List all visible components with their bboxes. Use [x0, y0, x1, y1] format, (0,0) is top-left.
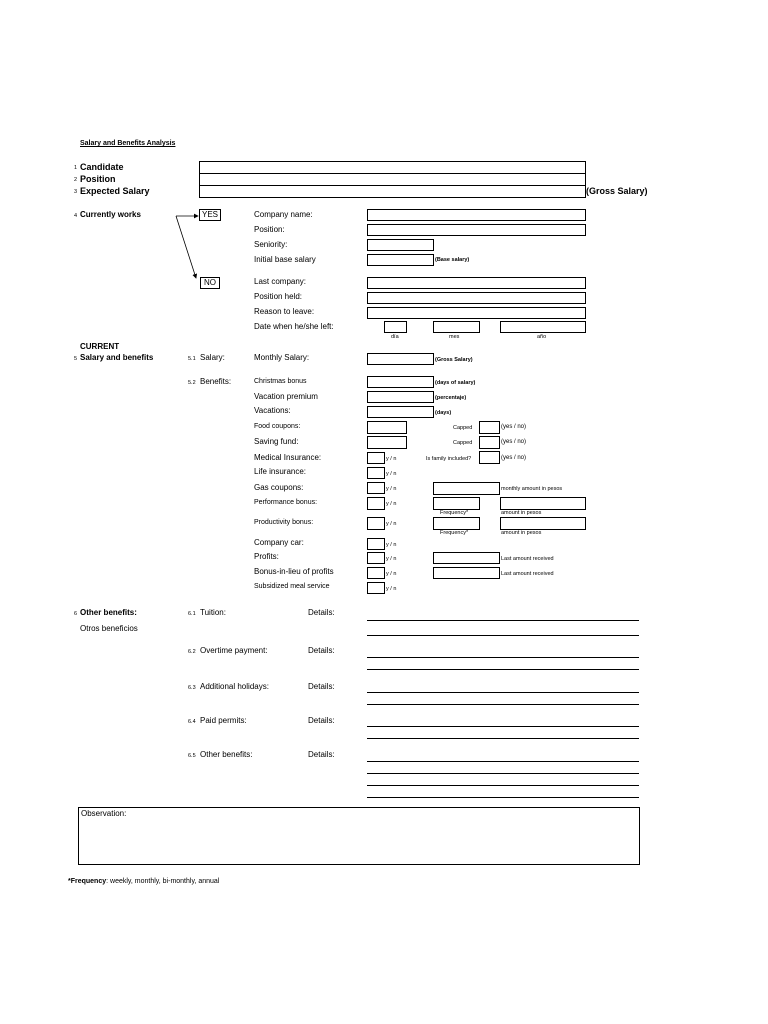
food-coupons-label: Food coupons:: [254, 423, 301, 430]
candidate-label: Candidate: [80, 162, 124, 172]
field-number: 5.1: [188, 356, 196, 362]
permits-details-line[interactable]: [367, 726, 639, 727]
holidays-details-line[interactable]: [367, 692, 639, 693]
yes-option[interactable]: YES: [199, 209, 221, 221]
field-number: 6: [74, 611, 78, 617]
footnote: [68, 878, 219, 885]
yn-note: y / n: [386, 586, 397, 592]
position-label: Position: [80, 174, 116, 184]
field-number: 6.2: [188, 649, 196, 655]
monthly-salary-input[interactable]: [367, 353, 434, 365]
yn-note: y / n: [386, 486, 397, 492]
paid-permits-label: Paid permits:: [200, 716, 247, 725]
vacation-premium-label: Vacation premium: [254, 392, 318, 401]
field-number: 5.2: [188, 380, 196, 386]
page-title: Salary and Benefits Analysis: [80, 140, 176, 147]
christmas-bonus-label: Christmas bonus: [254, 378, 307, 385]
food-coupons-input[interactable]: [367, 421, 407, 434]
productivity-bonus-input[interactable]: [367, 517, 385, 530]
productivity-frequency-input[interactable]: [433, 517, 480, 530]
field-number: 6.5: [188, 753, 196, 759]
field-number: 3: [74, 189, 78, 195]
date-day-input[interactable]: [384, 321, 407, 333]
other-benefits-item-label: Other benefits:: [200, 750, 253, 759]
yn-note: y / n: [386, 471, 397, 477]
tuition-details-line[interactable]: [367, 635, 639, 636]
yes-no-note: (yes / no): [501, 439, 527, 445]
details-label: Details:: [308, 750, 335, 759]
date-left-label: Date when he/she left:: [254, 322, 334, 331]
vacation-premium-input[interactable]: [367, 391, 434, 403]
monthly-salary-label: Monthly Salary:: [254, 353, 310, 362]
christmas-bonus-input[interactable]: [367, 376, 434, 388]
life-insurance-label: Life insurance:: [254, 467, 307, 476]
overtime-label: Overtime payment:: [200, 646, 268, 655]
food-capped-input[interactable]: [479, 421, 500, 434]
base-salary-note: (Base salary): [435, 257, 470, 263]
family-included-label: Is family included?: [426, 456, 472, 462]
details-label: Details:: [308, 682, 335, 691]
company-name-label: Company name:: [254, 210, 313, 219]
yn-note: y / n: [386, 521, 397, 527]
seniority-label: Seniority:: [254, 240, 288, 249]
gross-salary-note-2: (Gross Salary): [435, 357, 473, 363]
observation-box[interactable]: [78, 807, 640, 865]
observation-label: Observation:: [81, 809, 127, 818]
seniority-input[interactable]: [367, 239, 434, 251]
gas-coupons-input[interactable]: [367, 482, 385, 494]
vacations-label: Vacations:: [254, 406, 291, 415]
month-caption: mes: [449, 334, 460, 340]
details-label: Details:: [308, 608, 335, 617]
field-number: 4: [74, 213, 78, 219]
subsidized-meal-input[interactable]: [367, 582, 385, 594]
date-month-input[interactable]: [433, 321, 480, 333]
yn-note: y / n: [386, 571, 397, 577]
gas-amount-input[interactable]: [433, 482, 500, 495]
life-insurance-input[interactable]: [367, 467, 385, 479]
last-amount-note: Last amount received: [501, 556, 554, 562]
last-company-label: Last company:: [254, 277, 307, 286]
bonus-in-lieu-input[interactable]: [367, 567, 385, 579]
no-option[interactable]: NO: [200, 277, 220, 289]
holidays-details-line[interactable]: [367, 704, 639, 705]
yn-note: y / n: [386, 456, 397, 462]
details-label: Details:: [308, 646, 335, 655]
other-details-line[interactable]: [367, 785, 639, 786]
other-details-line[interactable]: [367, 797, 639, 798]
overtime-details-line[interactable]: [367, 657, 639, 658]
reason-to-leave-input[interactable]: [367, 307, 586, 319]
yn-note: y / n: [386, 556, 397, 562]
field-number: 1: [74, 165, 78, 171]
reason-to-leave-label: Reason to leave:: [254, 307, 315, 316]
salary-benefits-label: Salary and benefits: [80, 353, 154, 362]
day-caption: día: [391, 334, 399, 340]
permits-details-line[interactable]: [367, 738, 639, 739]
frequency-caption: Frequency*: [440, 530, 469, 536]
productivity-amount-input[interactable]: [500, 517, 586, 530]
otros-beneficios-label: Otros beneficios: [80, 624, 138, 633]
yes-no-note: (yes / no): [501, 424, 527, 430]
gas-coupons-label: Gas coupons:: [254, 483, 304, 492]
capped-label: Capped: [453, 425, 473, 431]
performance-bonus-label: Performance bonus:: [254, 499, 318, 506]
footnote-text: : weekly, monthly, bi-monthly, annual: [106, 878, 220, 885]
details-label: Details:: [308, 716, 335, 725]
saving-fund-label: Saving fund:: [254, 437, 299, 446]
bonus-in-lieu-amount-input[interactable]: [433, 567, 500, 579]
initial-base-salary-input[interactable]: [367, 254, 434, 266]
company-car-label: Company car:: [254, 538, 304, 547]
frequency-caption: Frequency*: [440, 510, 469, 516]
company-name-input[interactable]: [367, 209, 586, 221]
yes-position-label: Position:: [254, 225, 285, 234]
profits-label: Profits:: [254, 552, 279, 561]
profits-amount-input[interactable]: [433, 552, 500, 564]
initial-base-salary-label: Initial base salary: [254, 255, 316, 264]
overtime-details-line[interactable]: [367, 669, 639, 670]
field-number: 2: [74, 177, 78, 183]
last-amount-note: Last amount received: [501, 571, 554, 577]
yn-note: y / n: [386, 501, 397, 507]
year-caption: año: [537, 334, 547, 340]
yes-no-note: (yes / no): [501, 455, 527, 461]
benefits-label: Benefits:: [200, 377, 232, 386]
position-held-label: Position held:: [254, 292, 303, 301]
vacations-input[interactable]: [367, 406, 434, 418]
tuition-label: Tuition:: [200, 608, 226, 617]
company-car-input[interactable]: [367, 538, 385, 550]
days-of-salary-note: (days of salary): [435, 380, 476, 386]
bonus-in-lieu-label: Bonus-in-lieu of profits: [254, 567, 334, 576]
amount-caption: amount in pesos: [501, 530, 542, 536]
field-number: 6.3: [188, 685, 196, 691]
last-company-input[interactable]: [367, 277, 586, 289]
subsidized-meal-label: Subsidized meal service: [254, 583, 330, 590]
saving-fund-input[interactable]: [367, 436, 407, 449]
field-number: 5: [74, 356, 78, 362]
field-number: 6.1: [188, 611, 196, 617]
expected-salary-label: Expected Salary: [80, 186, 150, 196]
additional-holidays-label: Additional holidays:: [200, 682, 269, 691]
footnote-label: *Frequency: [68, 878, 107, 885]
yes-position-input[interactable]: [367, 224, 586, 236]
saving-capped-input[interactable]: [479, 436, 500, 449]
performance-bonus-input[interactable]: [367, 497, 385, 510]
productivity-bonus-label: Productivity bonus:: [254, 519, 314, 526]
tuition-details-line[interactable]: [367, 620, 639, 621]
other-details-line[interactable]: [367, 773, 639, 774]
percentaje-note: (percentaje): [435, 395, 467, 401]
performance-frequency-input[interactable]: [433, 497, 480, 510]
field-number: 6.4: [188, 719, 196, 725]
other-details-line[interactable]: [367, 761, 639, 762]
current-title: CURRENT: [80, 342, 120, 351]
medical-insurance-input[interactable]: [367, 452, 385, 464]
capped-label: Capped: [453, 440, 473, 446]
position-held-input[interactable]: [367, 292, 586, 304]
amount-caption: amount in pesos: [501, 510, 542, 516]
medical-insurance-label: Medical Insurance:: [254, 453, 322, 462]
yn-note: y / n: [386, 542, 397, 548]
performance-amount-input[interactable]: [500, 497, 586, 510]
currently-works-label: Currently works: [80, 210, 141, 219]
expected-salary-input[interactable]: [199, 185, 586, 198]
gross-salary-note: (Gross Salary): [586, 186, 648, 196]
date-year-input[interactable]: [500, 321, 586, 333]
other-benefits-label: Other benefits:: [80, 608, 137, 617]
monthly-amount-note: monthly amount in pesos: [501, 486, 563, 492]
days-note: (days): [435, 410, 452, 416]
family-included-input[interactable]: [479, 451, 500, 464]
profits-input[interactable]: [367, 552, 385, 564]
salary-label: Salary:: [200, 353, 225, 362]
